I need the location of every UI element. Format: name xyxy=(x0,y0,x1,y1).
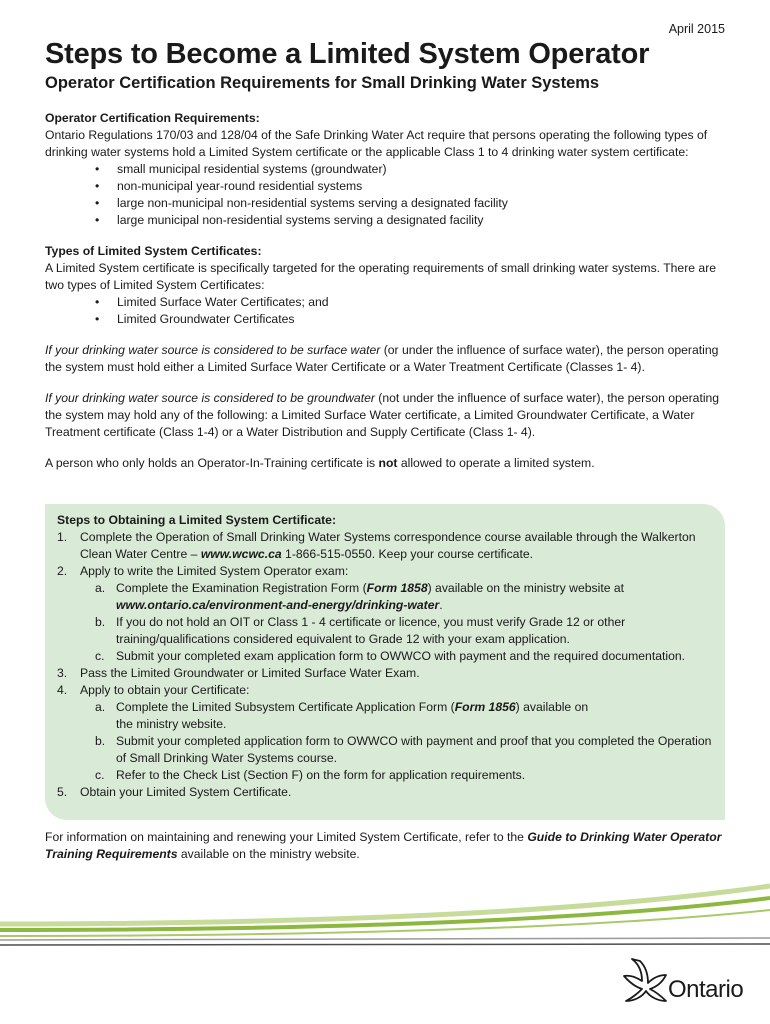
substep-letter: b. xyxy=(95,615,106,629)
page-subtitle: Operator Certification Requirements for Small Drinking Water Systems xyxy=(45,74,600,92)
ontario-wordmark: Ontario xyxy=(668,976,744,1003)
guide-title: Guide to Drinking Water Operator Training Requirements xyxy=(45,830,722,861)
form-1856-label: Form 1856 xyxy=(454,700,516,714)
trillium-icon xyxy=(622,955,668,1003)
substep-letter: a. xyxy=(95,700,106,714)
list-item: • Limited Groundwater Certificates xyxy=(45,311,725,328)
list-item: • Limited Surface Water Certificates; and xyxy=(45,294,725,311)
substep-letter: c. xyxy=(95,768,105,782)
groundwater-lead: If your drinking water source is considered to be groundwater xyxy=(45,391,375,405)
step-number: 5. xyxy=(57,785,68,799)
step-number: 4. xyxy=(57,683,68,697)
step-number: 2. xyxy=(57,564,68,578)
surface-water-rest: (or under the influence of surface water), the person operating the system must hold either a Limited Surface Water Certificate or a Water Treatment Certificate (Classes 1- 4). xyxy=(45,343,719,374)
requirements-list xyxy=(45,161,725,229)
step-number: 1. xyxy=(57,530,68,544)
footer-text: For information on maintaining and renewing your Limited System Certificate, refer to the xyxy=(45,830,528,844)
step-3-text: Pass the Limited Groundwater or Limited Surface Water Exam. xyxy=(80,666,420,680)
step-2a-text-end: . xyxy=(439,598,443,612)
steps-box xyxy=(45,504,725,820)
step-4-text: Apply to obtain your Certificate: xyxy=(80,683,250,697)
substep-letter: a. xyxy=(95,581,106,595)
types-heading: Types of Limited System Certificates: xyxy=(45,244,262,258)
step-4c xyxy=(55,767,715,784)
step-4 xyxy=(55,682,715,699)
step-2a-text: Complete the Examination Registration Form ( xyxy=(116,581,367,595)
step-2a xyxy=(55,580,715,614)
steps-heading: Steps to Obtaining a Limited System Certificate: xyxy=(57,513,337,527)
oit-text: A person who only holds an Operator-In-Training certificate is xyxy=(45,456,379,470)
step-4a xyxy=(55,699,715,733)
step-3 xyxy=(55,665,715,682)
step-2c xyxy=(55,648,715,665)
step-4a-text: Complete the Limited Subsystem Certificate Application Form ( xyxy=(116,700,455,714)
wcwc-link[interactable]: www.wcwc.ca xyxy=(200,547,282,561)
requirements-intro: Ontario Regulations 170/03 and 128/04 of the Safe Drinking Water Act require that persons operating the following types of drinking water systems hold a Limited System certificate or the applicable Class 1 to 4 drinking water system certificate: xyxy=(45,128,708,159)
oit-text-end: allowed to operate a limited system. xyxy=(397,456,595,470)
step-5-text: Obtain your Limited System Certificate. xyxy=(80,785,292,799)
step-4a-text-end: ) available on the ministry website. xyxy=(116,700,589,731)
step-2 xyxy=(55,563,715,580)
groundwater-rest: (not under the influence of surface water), the person operating the system may hold any of the following: a Limited Surface Water certificate, a Limited Groundwater Certificate, a Water Treatment certificate (Class 1-4) or a Water Distribution and Supply Certificate (Class 1- 4). xyxy=(45,391,720,439)
step-2b xyxy=(55,614,715,648)
ministry-website-link[interactable]: www.ontario.ca/environment-and-energy/drinking-water xyxy=(116,598,440,612)
list-item: • small municipal residential systems (groundwater) xyxy=(45,161,725,178)
step-2c-text: Submit your completed exam application form to OWWCO with payment and the required documentation. xyxy=(116,649,686,663)
step-1-text: Complete the Operation of Small Drinking Water Systems correspondence course available through the Walkerton Clean Water Centre – xyxy=(80,530,696,561)
oit-not: not xyxy=(378,456,398,470)
list-item: • large non-municipal non-residential systems serving a designated facility xyxy=(45,195,725,212)
step-2a-text-mid: ) available on the ministry website at xyxy=(427,581,625,595)
step-number: 3. xyxy=(57,666,68,680)
surface-water-paragraph xyxy=(45,342,725,376)
step-2-text: Apply to write the Limited System Operator exam: xyxy=(80,564,349,578)
form-1858-label: Form 1858 xyxy=(366,581,428,595)
footer-text-end: available on the ministry website. xyxy=(177,847,360,861)
step-1-text-end: 1-866-515-0550. Keep your course certificate. xyxy=(281,547,533,561)
step-1 xyxy=(55,529,715,563)
step-4c-text: Refer to the Check List (Section F) on the form for application requirements. xyxy=(116,768,526,782)
step-4b-text: Submit your completed application form to OWWCO with payment and proof that you completed the Operation of Small Drinking Water Systems course. xyxy=(116,734,712,765)
decorative-swoosh xyxy=(0,880,770,950)
page-title: Steps to Become a Limited System Operator xyxy=(45,38,650,70)
step-2b-text: If you do not hold an OIT or Class 1 - 4 certificate or licence, you must verify Grade 12 or other training/qualifications considered equivalent to Grade 12 with your exam application. xyxy=(116,615,626,646)
substep-letter: b. xyxy=(95,734,106,748)
step-5 xyxy=(55,784,715,801)
types-list xyxy=(45,294,725,328)
oit-paragraph xyxy=(45,455,725,472)
step-4b xyxy=(55,733,715,767)
main-content xyxy=(45,110,725,472)
substep-letter: c. xyxy=(95,649,105,663)
footer-note xyxy=(45,829,725,863)
list-item: • non-municipal year-round residential systems xyxy=(45,178,725,195)
groundwater-paragraph xyxy=(45,390,725,441)
list-item: • large municipal non-residential systems serving a designated facility xyxy=(45,212,725,229)
requirements-heading: Operator Certification Requirements: xyxy=(45,111,260,125)
types-intro: A Limited System certificate is specifically targeted for the operating requirements of small drinking water systems. There are two types of Limited System Certificates: xyxy=(45,261,717,292)
document-date: April 2015 xyxy=(668,22,725,36)
surface-water-lead: If your drinking water source is considered to be surface water xyxy=(45,343,381,357)
